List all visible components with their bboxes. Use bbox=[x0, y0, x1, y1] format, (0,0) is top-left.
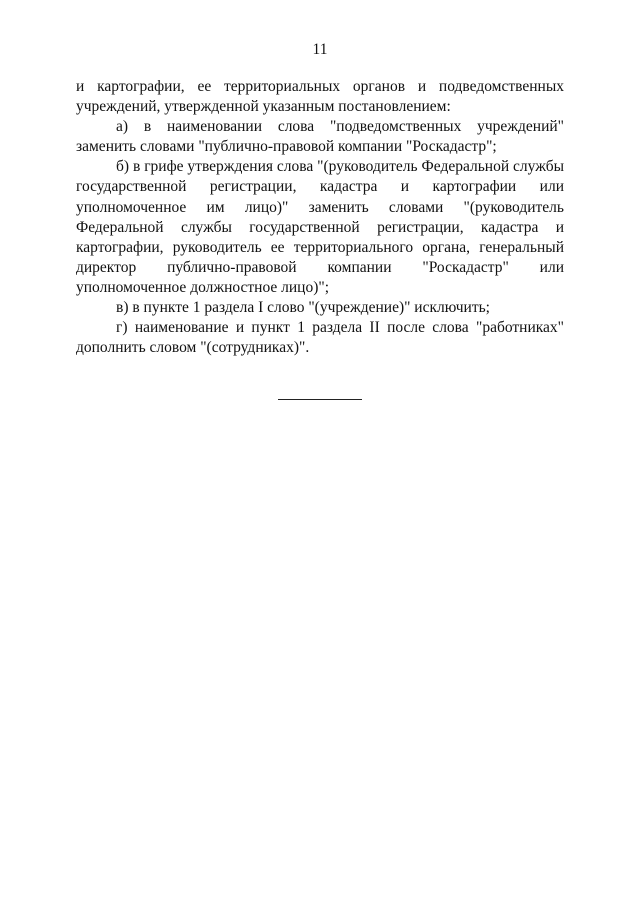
page-number: 11 bbox=[312, 41, 328, 58]
paragraph-item-b: б) в грифе утверждения слова "(руководитель Федеральной службы государственной регистрации, кадастра и картографии или уполномоченное им лицо)" заменить словами "(руководитель Федеральной службы государственной регистрации, кадастра и картографии, руководитель ее территориального органа, генеральный директор публично-правовой компании "Роскадастр" или уполномоченное должностное лицо)"; bbox=[76, 158, 564, 296]
paragraph-item-a: а) в наименовании слова "подведомственных учреждений" заменить словами "публично-правовой компании "Роскадастр"; bbox=[76, 118, 564, 156]
paragraph-item-g: г) наименование и пункт 1 раздела II после слова "работниках" дополнить словом "(сотрудниках)". bbox=[76, 319, 564, 357]
end-separator-line bbox=[278, 399, 362, 400]
document-body bbox=[76, 77, 564, 358]
paragraph-continuation: и картографии, ее территориальных органов и подведомственных учреждений, утвержденной указанным постановлением: bbox=[76, 78, 564, 116]
paragraph-item-v: в) в пункте 1 раздела I слово "(учреждение)" исключить; bbox=[116, 299, 490, 317]
